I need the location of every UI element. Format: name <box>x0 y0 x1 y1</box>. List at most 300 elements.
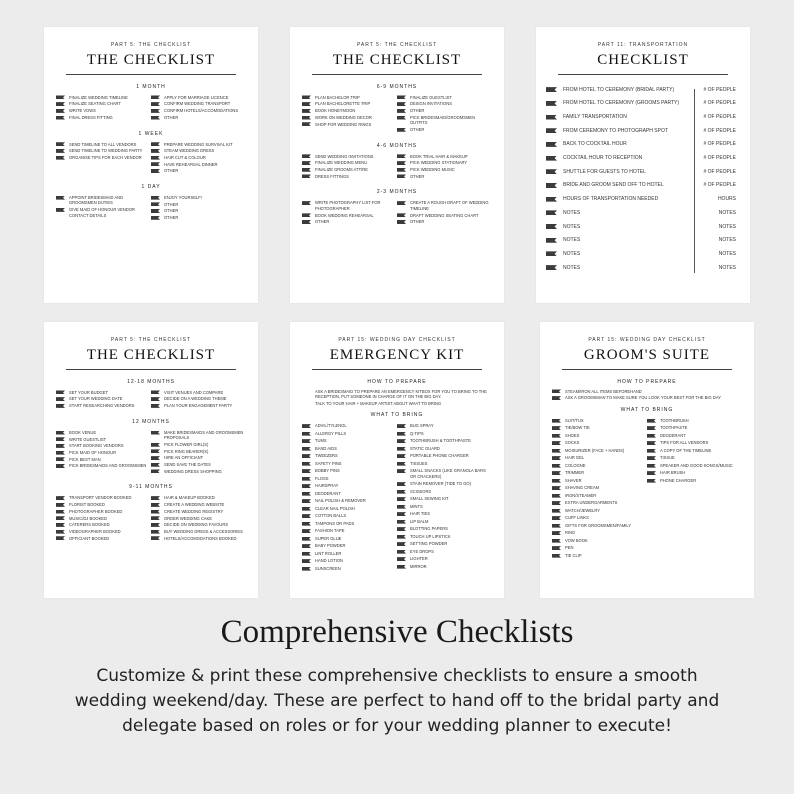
checkbox-flag-icon[interactable] <box>397 512 406 516</box>
checklist-item[interactable] <box>397 534 492 540</box>
checklist-item[interactable] <box>552 485 647 491</box>
checkbox-flag-icon[interactable] <box>647 426 656 430</box>
checklist-item[interactable] <box>397 461 492 467</box>
checkbox-flag-icon[interactable] <box>151 523 160 527</box>
checklist-item[interactable] <box>151 449 246 455</box>
checkbox-flag-icon[interactable] <box>397 469 406 473</box>
checkbox-flag-icon[interactable] <box>302 174 311 178</box>
checkbox-flag-icon[interactable] <box>302 220 311 224</box>
checkbox-flag-icon[interactable] <box>546 210 557 215</box>
checklist-item[interactable] <box>397 115 492 126</box>
checkbox-flag-icon[interactable] <box>302 507 311 511</box>
checklist-item[interactable] <box>397 219 492 225</box>
checkbox-flag-icon[interactable] <box>302 537 311 541</box>
checkbox-flag-icon[interactable] <box>546 265 557 270</box>
checklist-item[interactable] <box>552 433 647 439</box>
checkbox-flag-icon[interactable] <box>56 536 65 540</box>
checkbox-flag-icon[interactable] <box>56 523 65 527</box>
checklist-item[interactable] <box>397 504 492 510</box>
checklist-item[interactable] <box>397 453 492 459</box>
checklist-item[interactable] <box>552 553 647 559</box>
checkbox-flag-icon[interactable] <box>552 434 561 438</box>
checkbox-flag-icon[interactable] <box>546 224 557 229</box>
checkbox-flag-icon[interactable] <box>302 424 311 428</box>
checklist-item[interactable] <box>56 148 151 154</box>
checkbox-flag-icon[interactable] <box>151 102 160 106</box>
checklist-item[interactable] <box>302 506 397 512</box>
checkbox-flag-icon[interactable] <box>151 95 160 99</box>
checkbox-flag-icon[interactable] <box>302 122 311 126</box>
checklist-item[interactable] <box>302 566 397 572</box>
checklist-item[interactable] <box>552 389 742 395</box>
checklist-item[interactable] <box>56 443 151 449</box>
transport-row[interactable] <box>536 138 750 152</box>
checklist-item[interactable] <box>552 523 647 529</box>
checklist-item[interactable] <box>302 101 397 107</box>
checklist-item[interactable] <box>151 162 246 168</box>
checklist-item[interactable] <box>151 509 246 515</box>
checklist-item[interactable] <box>302 115 397 121</box>
checklist-item[interactable] <box>302 389 492 400</box>
transport-row[interactable] <box>536 96 750 110</box>
checklist-item[interactable] <box>397 446 492 452</box>
checkbox-flag-icon[interactable] <box>56 208 65 212</box>
checkbox-flag-icon[interactable] <box>397 454 406 458</box>
checklist-item[interactable] <box>302 498 397 504</box>
transport-row[interactable] <box>536 124 750 138</box>
checklist-item[interactable] <box>151 215 246 221</box>
checkbox-flag-icon[interactable] <box>56 503 65 507</box>
checkbox-flag-icon[interactable] <box>552 441 561 445</box>
checkbox-flag-icon[interactable] <box>151 196 160 200</box>
checklist-item[interactable] <box>56 495 151 501</box>
checkbox-flag-icon[interactable] <box>552 456 561 460</box>
checklist-item[interactable] <box>397 489 492 495</box>
checklist-item[interactable] <box>397 423 492 429</box>
checkbox-flag-icon[interactable] <box>56 116 65 120</box>
checkbox-flag-icon[interactable] <box>56 397 65 401</box>
checkbox-flag-icon[interactable] <box>151 516 160 520</box>
checkbox-flag-icon[interactable] <box>151 149 160 153</box>
transport-row[interactable] <box>536 247 750 261</box>
checklist-item[interactable] <box>151 142 246 148</box>
checklist-item[interactable] <box>151 495 246 501</box>
checklist-item[interactable] <box>397 468 492 479</box>
checkbox-flag-icon[interactable] <box>56 457 65 461</box>
checklist-item[interactable] <box>302 446 397 452</box>
checkbox-flag-icon[interactable] <box>302 432 311 436</box>
checkbox-flag-icon[interactable] <box>397 174 406 178</box>
checkbox-flag-icon[interactable] <box>151 463 160 467</box>
checkbox-flag-icon[interactable] <box>647 434 656 438</box>
checklist-item[interactable] <box>56 437 151 443</box>
checkbox-flag-icon[interactable] <box>56 95 65 99</box>
transport-row[interactable] <box>536 220 750 234</box>
checkbox-flag-icon[interactable] <box>56 510 65 514</box>
checklist-item[interactable] <box>56 115 151 121</box>
checklist-item[interactable] <box>302 468 397 474</box>
checkbox-flag-icon[interactable] <box>56 196 65 200</box>
checkbox-flag-icon[interactable] <box>397 154 406 158</box>
checklist-item[interactable] <box>302 174 397 180</box>
checklist-item[interactable] <box>397 101 492 107</box>
checklist-item[interactable] <box>647 478 742 484</box>
checkbox-flag-icon[interactable] <box>546 87 557 92</box>
transport-row[interactable] <box>536 261 750 275</box>
checklist-item[interactable] <box>302 200 397 211</box>
checklist-item[interactable] <box>302 95 397 101</box>
checklist-item[interactable] <box>151 208 246 214</box>
checklist-item[interactable] <box>151 462 246 468</box>
checklist-item[interactable] <box>56 502 151 508</box>
checkbox-flag-icon[interactable] <box>56 102 65 106</box>
checkbox-flag-icon[interactable] <box>151 209 160 213</box>
checklist-item[interactable] <box>56 450 151 456</box>
checkbox-flag-icon[interactable] <box>397 527 406 531</box>
checkbox-flag-icon[interactable] <box>151 390 160 394</box>
checkbox-flag-icon[interactable] <box>302 477 311 481</box>
checkbox-flag-icon[interactable] <box>302 102 311 106</box>
checkbox-flag-icon[interactable] <box>56 404 65 408</box>
checklist-item[interactable] <box>56 195 151 206</box>
checklist-item[interactable] <box>552 455 647 461</box>
checkbox-flag-icon[interactable] <box>302 454 311 458</box>
checkbox-flag-icon[interactable] <box>546 156 557 161</box>
checkbox-flag-icon[interactable] <box>397 542 406 546</box>
checkbox-flag-icon[interactable] <box>397 439 406 443</box>
checklist-item[interactable] <box>397 496 492 502</box>
checklist-item[interactable] <box>552 545 647 551</box>
checklist-item[interactable] <box>552 538 647 544</box>
transport-row[interactable] <box>536 206 750 220</box>
checklist-item[interactable] <box>397 200 492 211</box>
checklist-item[interactable] <box>302 160 397 166</box>
checkbox-flag-icon[interactable] <box>151 162 160 166</box>
checkbox-flag-icon[interactable] <box>397 497 406 501</box>
checkbox-flag-icon[interactable] <box>546 101 557 106</box>
checkbox-flag-icon[interactable] <box>56 142 65 146</box>
checklist-item[interactable] <box>552 418 647 424</box>
checkbox-flag-icon[interactable] <box>302 213 311 217</box>
checklist-item[interactable] <box>397 431 492 437</box>
checklist-item[interactable] <box>56 396 151 402</box>
checklist-item[interactable] <box>151 95 246 101</box>
checklist-item[interactable] <box>302 401 492 407</box>
checklist-item[interactable] <box>647 425 742 431</box>
checklist-item[interactable] <box>397 519 492 525</box>
checkbox-flag-icon[interactable] <box>151 510 160 514</box>
checklist-item[interactable] <box>151 403 246 409</box>
checkbox-flag-icon[interactable] <box>397 213 406 217</box>
checklist-item[interactable] <box>151 101 246 107</box>
checkbox-flag-icon[interactable] <box>552 479 561 483</box>
checklist-item[interactable] <box>397 438 492 444</box>
checklist-item[interactable] <box>397 549 492 555</box>
checkbox-flag-icon[interactable] <box>56 437 65 441</box>
checklist-item[interactable] <box>397 95 492 101</box>
checklist-item[interactable] <box>302 167 397 173</box>
checkbox-flag-icon[interactable] <box>56 109 65 113</box>
checklist-item[interactable] <box>397 154 492 160</box>
checkbox-flag-icon[interactable] <box>546 169 557 174</box>
checkbox-flag-icon[interactable] <box>546 183 557 188</box>
checkbox-flag-icon[interactable] <box>552 389 561 393</box>
checkbox-flag-icon[interactable] <box>546 128 557 133</box>
checkbox-flag-icon[interactable] <box>397 95 406 99</box>
checkbox-flag-icon[interactable] <box>397 565 406 569</box>
checklist-item[interactable] <box>56 403 151 409</box>
checkbox-flag-icon[interactable] <box>397 490 406 494</box>
checkbox-flag-icon[interactable] <box>397 520 406 524</box>
checkbox-flag-icon[interactable] <box>546 142 557 147</box>
checklist-item[interactable] <box>151 202 246 208</box>
checkbox-flag-icon[interactable] <box>647 471 656 475</box>
checklist-item[interactable] <box>302 543 397 549</box>
checkbox-flag-icon[interactable] <box>302 116 311 120</box>
checklist-item[interactable] <box>302 431 397 437</box>
checkbox-flag-icon[interactable] <box>552 494 561 498</box>
checklist-item[interactable] <box>56 516 151 522</box>
checklist-item[interactable] <box>302 528 397 534</box>
transport-row[interactable] <box>536 179 750 193</box>
checklist-item[interactable] <box>302 453 397 459</box>
checkbox-flag-icon[interactable] <box>151 397 160 401</box>
checklist-item[interactable] <box>56 522 151 528</box>
checklist-item[interactable] <box>397 556 492 562</box>
checkbox-flag-icon[interactable] <box>151 536 160 540</box>
checklist-item[interactable] <box>56 536 151 542</box>
checkbox-flag-icon[interactable] <box>546 251 557 256</box>
checklist-item[interactable] <box>302 438 397 444</box>
checkbox-flag-icon[interactable] <box>552 546 561 550</box>
checklist-item[interactable] <box>56 463 151 469</box>
checklist-item[interactable] <box>151 168 246 174</box>
checkbox-flag-icon[interactable] <box>302 552 311 556</box>
checklist-item[interactable] <box>151 516 246 522</box>
checklist-item[interactable] <box>151 502 246 508</box>
checkbox-flag-icon[interactable] <box>552 516 561 520</box>
checkbox-flag-icon[interactable] <box>546 115 557 120</box>
checkbox-flag-icon[interactable] <box>397 550 406 554</box>
checkbox-flag-icon[interactable] <box>302 109 311 113</box>
checkbox-flag-icon[interactable] <box>302 161 311 165</box>
checkbox-flag-icon[interactable] <box>397 535 406 539</box>
checkbox-flag-icon[interactable] <box>302 447 311 451</box>
checklist-item[interactable] <box>56 529 151 535</box>
checklist-item[interactable] <box>56 509 151 515</box>
checkbox-flag-icon[interactable] <box>647 449 656 453</box>
checkbox-flag-icon[interactable] <box>302 567 311 571</box>
checklist-item[interactable] <box>302 536 397 542</box>
checkbox-flag-icon[interactable] <box>552 501 561 505</box>
checklist-item[interactable] <box>56 457 151 463</box>
checklist-item[interactable] <box>302 219 397 225</box>
checkbox-flag-icon[interactable] <box>151 116 160 120</box>
checklist-item[interactable] <box>647 470 742 476</box>
checkbox-flag-icon[interactable] <box>56 444 65 448</box>
checklist-item[interactable] <box>56 142 151 148</box>
checkbox-flag-icon[interactable] <box>151 109 160 113</box>
checklist-item[interactable] <box>552 515 647 521</box>
checklist-item[interactable] <box>397 174 492 180</box>
checklist-item[interactable] <box>552 440 647 446</box>
checkbox-flag-icon[interactable] <box>647 441 656 445</box>
checklist-item[interactable] <box>552 425 647 431</box>
checkbox-flag-icon[interactable] <box>151 530 160 534</box>
checkbox-flag-icon[interactable] <box>56 431 65 435</box>
checkbox-flag-icon[interactable] <box>552 554 561 558</box>
checklist-item[interactable] <box>151 442 246 448</box>
checkbox-flag-icon[interactable] <box>302 522 311 526</box>
checkbox-flag-icon[interactable] <box>552 426 561 430</box>
checklist-item[interactable] <box>151 522 246 528</box>
checklist-item[interactable] <box>647 440 742 446</box>
checklist-item[interactable] <box>151 396 246 402</box>
checklist-item[interactable] <box>56 155 151 161</box>
checkbox-flag-icon[interactable] <box>302 95 311 99</box>
checkbox-flag-icon[interactable] <box>552 396 561 400</box>
checklist-item[interactable] <box>151 155 246 161</box>
checkbox-flag-icon[interactable] <box>302 469 311 473</box>
checkbox-flag-icon[interactable] <box>302 484 311 488</box>
checklist-item[interactable] <box>397 127 492 133</box>
checklist-item[interactable] <box>302 108 397 114</box>
checklist-item[interactable] <box>56 95 151 101</box>
checklist-item[interactable] <box>552 395 742 401</box>
checkbox-flag-icon[interactable] <box>647 479 656 483</box>
checkbox-flag-icon[interactable] <box>397 432 406 436</box>
checkbox-flag-icon[interactable] <box>302 154 311 158</box>
checkbox-flag-icon[interactable] <box>151 456 160 460</box>
checklist-item[interactable] <box>647 433 742 439</box>
checkbox-flag-icon[interactable] <box>397 102 406 106</box>
checklist-item[interactable] <box>647 463 742 469</box>
checkbox-flag-icon[interactable] <box>552 449 561 453</box>
checkbox-flag-icon[interactable] <box>302 499 311 503</box>
checkbox-flag-icon[interactable] <box>151 443 160 447</box>
checkbox-flag-icon[interactable] <box>647 464 656 468</box>
checklist-item[interactable] <box>302 476 397 482</box>
checklist-item[interactable] <box>302 551 397 557</box>
checklist-item[interactable] <box>552 470 647 476</box>
checkbox-flag-icon[interactable] <box>397 116 406 120</box>
checkbox-flag-icon[interactable] <box>397 505 406 509</box>
checkbox-flag-icon[interactable] <box>56 530 65 534</box>
checklist-item[interactable] <box>302 491 397 497</box>
checklist-item[interactable] <box>56 108 151 114</box>
checklist-item[interactable] <box>397 511 492 517</box>
checkbox-flag-icon[interactable] <box>56 516 65 520</box>
checklist-item[interactable] <box>151 390 246 396</box>
checkbox-flag-icon[interactable] <box>302 514 311 518</box>
checkbox-flag-icon[interactable] <box>151 503 160 507</box>
checklist-item[interactable] <box>397 541 492 547</box>
checklist-item[interactable] <box>56 207 151 218</box>
checkbox-flag-icon[interactable] <box>302 559 311 563</box>
checkbox-flag-icon[interactable] <box>151 142 160 146</box>
checklist-item[interactable] <box>56 390 151 396</box>
checklist-item[interactable] <box>151 430 246 441</box>
checkbox-flag-icon[interactable] <box>56 451 65 455</box>
checklist-item[interactable] <box>302 122 397 128</box>
checkbox-flag-icon[interactable] <box>552 419 561 423</box>
checkbox-flag-icon[interactable] <box>397 220 406 224</box>
checklist-item[interactable] <box>647 455 742 461</box>
checkbox-flag-icon[interactable] <box>151 449 160 453</box>
checkbox-flag-icon[interactable] <box>552 471 561 475</box>
checklist-item[interactable] <box>151 529 246 535</box>
checklist-item[interactable] <box>397 167 492 173</box>
checklist-item[interactable] <box>151 115 246 121</box>
checklist-item[interactable] <box>647 448 742 454</box>
checklist-item[interactable] <box>151 148 246 154</box>
checkbox-flag-icon[interactable] <box>397 462 406 466</box>
checklist-item[interactable] <box>397 108 492 114</box>
transport-row[interactable] <box>536 151 750 165</box>
checkbox-flag-icon[interactable] <box>647 419 656 423</box>
checkbox-flag-icon[interactable] <box>647 456 656 460</box>
checkbox-flag-icon[interactable] <box>302 492 311 496</box>
checklist-item[interactable] <box>302 513 397 519</box>
checklist-item[interactable] <box>397 526 492 532</box>
checkbox-flag-icon[interactable] <box>552 539 561 543</box>
checklist-item[interactable] <box>302 461 397 467</box>
checkbox-flag-icon[interactable] <box>56 390 65 394</box>
checkbox-flag-icon[interactable] <box>56 496 65 500</box>
checkbox-flag-icon[interactable] <box>397 128 406 132</box>
checklist-item[interactable] <box>302 154 397 160</box>
checkbox-flag-icon[interactable] <box>302 439 311 443</box>
checkbox-flag-icon[interactable] <box>397 482 406 486</box>
checklist-item[interactable] <box>552 448 647 454</box>
checkbox-flag-icon[interactable] <box>552 486 561 490</box>
checkbox-flag-icon[interactable] <box>56 156 65 160</box>
checkbox-flag-icon[interactable] <box>397 424 406 428</box>
checkbox-flag-icon[interactable] <box>56 464 65 468</box>
checkbox-flag-icon[interactable] <box>151 496 160 500</box>
transport-row[interactable] <box>536 233 750 247</box>
checklist-item[interactable] <box>552 463 647 469</box>
checklist-item[interactable] <box>552 530 647 536</box>
checklist-item[interactable] <box>151 536 246 542</box>
checkbox-flag-icon[interactable] <box>151 431 160 435</box>
checkbox-flag-icon[interactable] <box>151 404 160 408</box>
checkbox-flag-icon[interactable] <box>546 197 557 202</box>
checkbox-flag-icon[interactable] <box>397 201 406 205</box>
checklist-item[interactable] <box>397 213 492 219</box>
checklist-item[interactable] <box>302 558 397 564</box>
checklist-item[interactable] <box>151 469 246 475</box>
checkbox-flag-icon[interactable] <box>151 216 160 220</box>
checklist-item[interactable] <box>552 478 647 484</box>
checklist-item[interactable] <box>302 213 397 219</box>
checkbox-flag-icon[interactable] <box>397 109 406 113</box>
checklist-item[interactable] <box>397 564 492 570</box>
checklist-item[interactable] <box>56 430 151 436</box>
checklist-item[interactable] <box>647 418 742 424</box>
checkbox-flag-icon[interactable] <box>552 524 561 528</box>
checkbox-flag-icon[interactable] <box>151 169 160 173</box>
checklist-item[interactable] <box>302 423 397 429</box>
checkbox-flag-icon[interactable] <box>397 447 406 451</box>
checkbox-flag-icon[interactable] <box>56 149 65 153</box>
checkbox-flag-icon[interactable] <box>552 531 561 535</box>
checkbox-flag-icon[interactable] <box>151 202 160 206</box>
checkbox-flag-icon[interactable] <box>151 469 160 473</box>
checkbox-flag-icon[interactable] <box>397 161 406 165</box>
checklist-item[interactable] <box>151 455 246 461</box>
checkbox-flag-icon[interactable] <box>302 168 311 172</box>
